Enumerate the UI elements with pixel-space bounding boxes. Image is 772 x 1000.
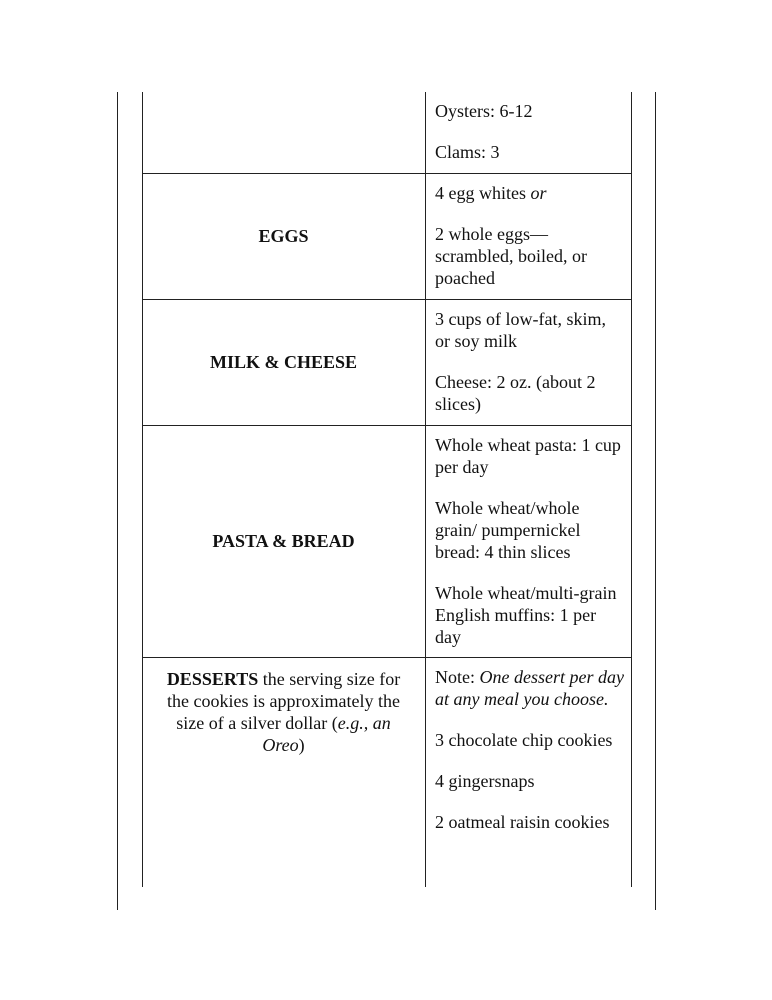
eggs-items — [435, 182, 625, 289]
milk-cheese-items — [435, 308, 625, 415]
category-pasta-bread: PASTA & BREAD — [212, 531, 355, 551]
left-margin-line — [117, 92, 118, 910]
item-pasta: Whole wheat pasta: 1 cup per day — [435, 435, 621, 477]
item-chocolate-chip: 3 chocolate chip cookies — [435, 730, 613, 750]
item-bread: Whole wheat/whole grain/ pumpernickel bread: 4 thin slices — [435, 498, 581, 562]
category-milk-cheese: MILK & CHEESE — [209, 352, 358, 372]
category-desserts — [142, 651, 425, 881]
category-eggs: EGGS — [258, 226, 309, 246]
item-oatmeal-raisin: 2 oatmeal raisin cookies — [435, 812, 610, 832]
item-egg-whites: 4 egg whites or — [435, 183, 547, 203]
item-gingersnaps: 4 gingersnaps — [435, 771, 535, 791]
table-middle-border — [425, 92, 426, 887]
desserts-note: Note: One dessert per day at any meal you choose. — [435, 667, 624, 709]
item-whole-eggs: 2 whole eggs—scrambled, boiled, or poached — [435, 224, 587, 288]
item-muffins: Whole wheat/multi-grain English muffins: 1 per day — [435, 583, 617, 647]
seafood-items — [435, 100, 625, 163]
right-margin-line — [655, 92, 656, 910]
desserts-description: DESSERTS the serving size for the cookies is approximately the size of a silver dollar (e.g., an Oreo) — [166, 669, 401, 755]
item-cheese: Cheese: 2 oz. (about 2 slices) — [435, 372, 596, 414]
desserts-items — [435, 666, 625, 833]
pasta-bread-items — [435, 434, 625, 648]
item-milk: 3 cups of low-fat, skim, or soy milk — [435, 309, 606, 351]
item-clams: Clams: 3 — [435, 142, 500, 162]
table-right-border — [631, 92, 632, 887]
item-oysters: Oysters: 6-12 — [435, 101, 533, 121]
